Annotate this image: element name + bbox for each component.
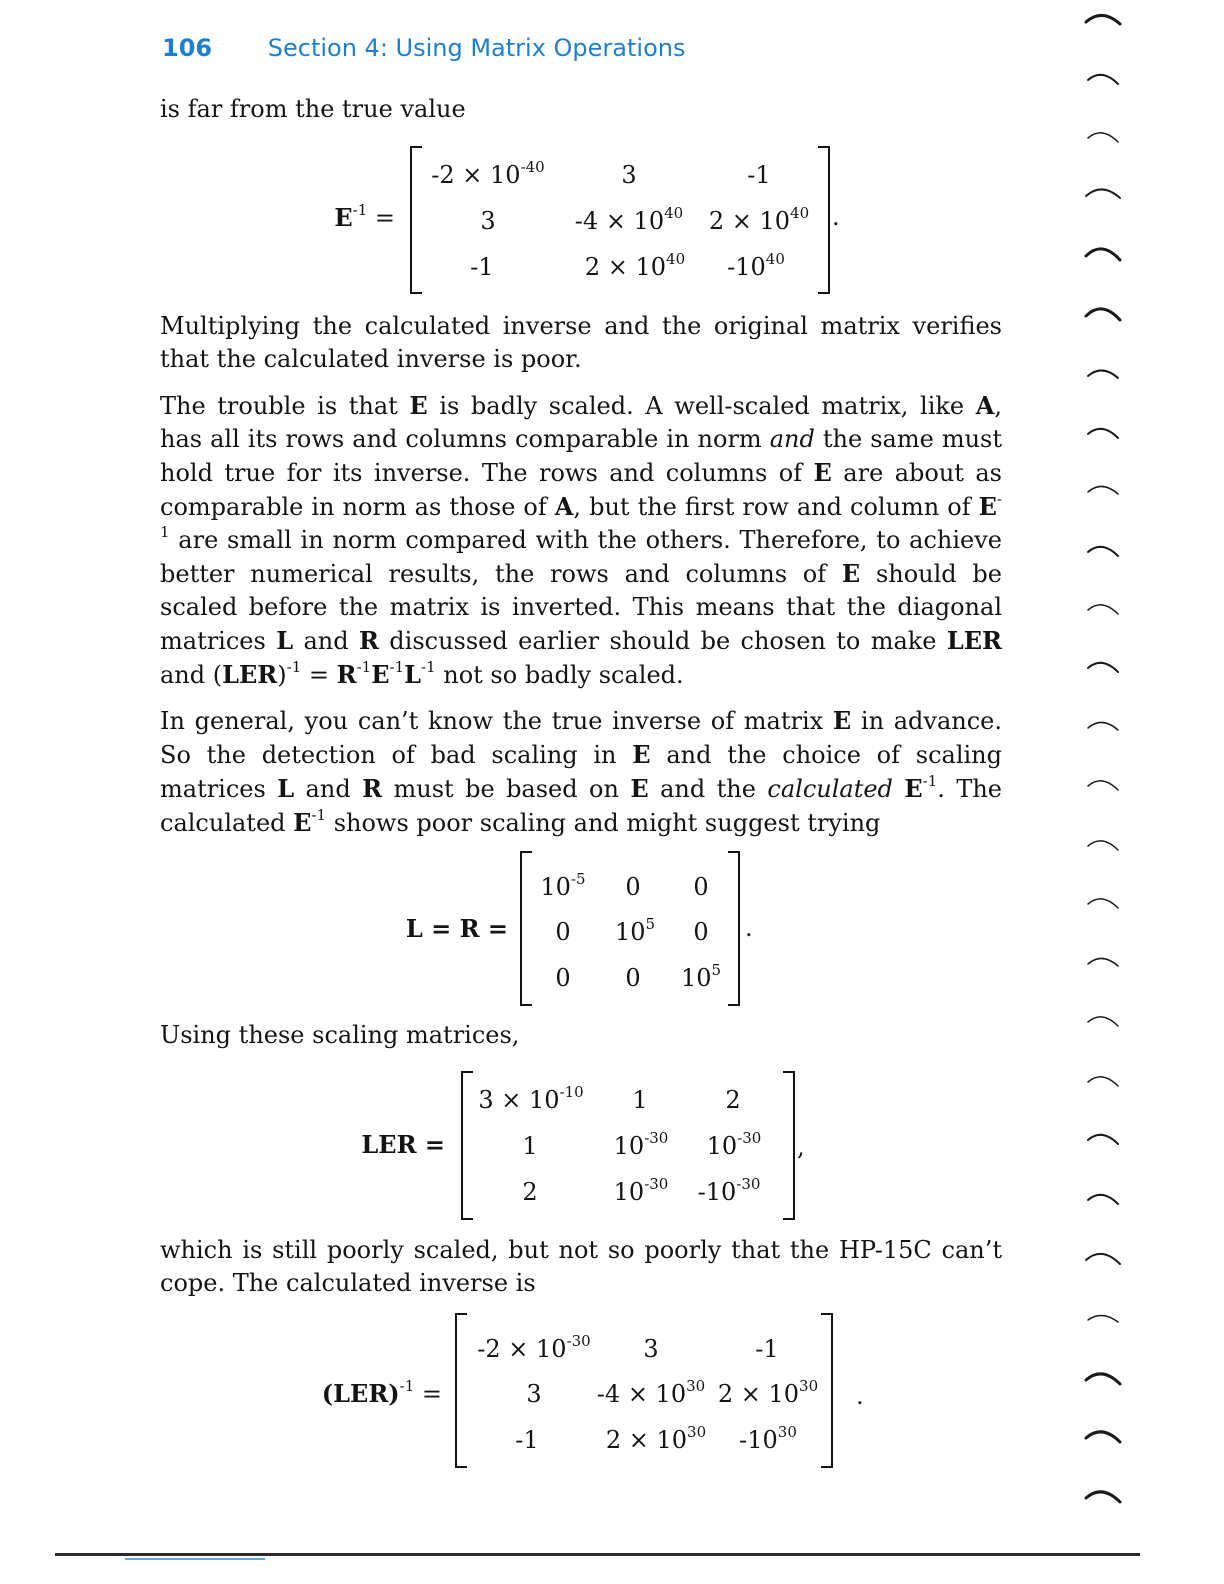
left-bracket: [461, 1071, 473, 1220]
matrix: [520, 851, 740, 1006]
matrix-cell: -1: [515, 1426, 539, 1454]
binding-mark: [1086, 189, 1120, 198]
binding-mark: [1086, 309, 1120, 320]
binding-mark: [1088, 133, 1118, 142]
matrix-cell: $2 \times 10^{30}$: [717, 1377, 819, 1408]
binding-mark: [1088, 486, 1118, 494]
binding-mark: [1088, 1315, 1118, 1322]
matrix-cell: $10^{-30}$: [706, 1129, 762, 1160]
binding-mark: [1088, 1017, 1118, 1026]
matrix-cell: $-10^{30}$: [739, 1423, 797, 1454]
matrix: [455, 1313, 833, 1468]
matrix-cell: $10^{-30}$: [613, 1129, 669, 1160]
binding-mark: [1088, 781, 1118, 790]
spiral-binding-marks: [1080, 0, 1140, 1584]
matrix-cell: 2: [522, 1178, 538, 1206]
intro-text: is far from the true value: [160, 95, 466, 123]
footer-accent-rule: [125, 1558, 265, 1560]
binding-mark: [1088, 429, 1118, 438]
matrix-cell: 0: [555, 918, 571, 946]
matrix-cell: 3: [621, 161, 637, 189]
matrix-cell: 3: [480, 207, 496, 235]
matrix-cell: 0: [693, 873, 709, 901]
equation-label: L = R =: [405, 914, 508, 943]
equation-label: (LER)$^{-1}$ =: [321, 1377, 442, 1408]
paragraph-general: In general, you can’t know the true inverse of matrix E in advance. So the detection of bad scaling in E and the choice of scaling matrices L and R must be based on E and the calculated $E^{-1}$. The calculated $E^{-1}$ shows poor scaling and might suggest trying: [160, 706, 1003, 837]
matrix-cell: -1: [755, 1335, 779, 1363]
equation-label: $E^{-1}$ =: [334, 201, 395, 232]
binding-mark: [1086, 1254, 1120, 1264]
matrix-cell: -1: [747, 161, 771, 189]
binding-mark: [1088, 1135, 1118, 1144]
footer-rule: [55, 1553, 1140, 1556]
matrix-cell: $-4 \times 10^{40}$: [574, 204, 684, 235]
matrix-cell: 0: [625, 873, 641, 901]
binding-mark: [1088, 605, 1118, 614]
binding-mark: [1088, 899, 1118, 908]
binding-mark: [1088, 663, 1118, 672]
matrix-cell: $2 \times 10^{40}$: [708, 204, 810, 235]
matrix-cell: 1: [522, 1132, 538, 1160]
matrix-cell: $2 \times 10^{40}$: [584, 250, 686, 281]
matrix-cell: $-2 \times 10^{-40}$: [431, 158, 545, 189]
binding-mark: [1086, 1432, 1120, 1442]
matrix-cell: $3 \times 10^{-10}$: [478, 1083, 584, 1114]
matrix-cell: $2 \times 10^{30}$: [605, 1423, 707, 1454]
left-bracket: [455, 1313, 467, 1468]
punctuation: .: [856, 1382, 864, 1410]
matrix-cell: 3: [643, 1335, 659, 1363]
matrix-cell: $-10^{-30}$: [697, 1175, 761, 1206]
binding-mark: [1088, 75, 1118, 84]
page-number: 106: [162, 34, 213, 62]
binding-mark: [1088, 1077, 1118, 1086]
binding-mark: [1088, 370, 1118, 378]
right-bracket: [818, 146, 830, 294]
left-bracket: [520, 851, 532, 1006]
matrix: [461, 1071, 795, 1220]
right-bracket: [728, 851, 740, 1006]
punctuation: .: [745, 914, 753, 942]
section-title: Section 4: Using Matrix Operations: [267, 34, 686, 62]
matrix-cell: 3: [526, 1380, 542, 1408]
binding-mark: [1088, 722, 1118, 730]
matrix-cell: 1: [632, 1086, 648, 1114]
binding-mark: [1086, 1374, 1120, 1384]
matrix-cell: 2: [725, 1086, 741, 1114]
matrix: [410, 146, 830, 294]
binding-mark: [1086, 249, 1120, 260]
matrix-cell: $10^5$: [680, 961, 722, 992]
matrix-cell: 0: [625, 964, 641, 992]
binding-mark: [1086, 1492, 1120, 1502]
matrix-cell: $-2 \times 10^{-30}$: [477, 1332, 591, 1363]
punctuation: .: [832, 203, 840, 231]
matrix-cell: $10^5$: [614, 915, 656, 946]
punctuation: ,: [797, 1133, 805, 1161]
matrix-cell: $10^{-5}$: [540, 870, 586, 901]
matrix-cell: -1: [470, 253, 494, 281]
binding-mark: [1088, 841, 1118, 850]
paragraph-using: Using these scaling matrices,: [160, 1021, 520, 1049]
matrix-cell: 0: [555, 964, 571, 992]
matrix-cell: $10^{-30}$: [613, 1175, 669, 1206]
binding-mark: [1088, 958, 1118, 966]
right-bracket: [783, 1071, 795, 1220]
right-bracket: [821, 1313, 833, 1468]
binding-mark: [1088, 1195, 1118, 1204]
paragraph-bad-scaling: The trouble is that E is badly scaled. A well-scaled matrix, like A, has all its rows and columns comparable in norm and the same must hold true for its inverse. The rows and columns of E are about as comparable in norm as those of A, but the first row and column of $E^{-1}$ are small in norm compared with the others. Therefore, to achieve better numerical results, the rows and columns of E should be scaled before the matrix is inverted. This means that the diagonal matrices L and R discussed earlier should be chosen to make LER and $(LER)^{-1} = R^{-1}E^{-1}L^{-1}$ not so badly scaled.: [160, 391, 1003, 689]
matrix-cell: $-4 \times 10^{30}$: [596, 1377, 706, 1408]
binding-mark: [1088, 547, 1118, 556]
equation-label: LER =: [361, 1130, 445, 1159]
paragraph-still-poorly: which is still poorly scaled, but not so poorly that the HP-15C can’t cope. The calculated inverse is: [160, 1236, 1002, 1297]
paragraph-verify: Multiplying the calculated inverse and the original matrix verifies that the calculated inverse is poor.: [160, 312, 1002, 373]
page-header: [162, 34, 685, 62]
matrix-cell: 0: [693, 918, 709, 946]
binding-mark: [1086, 15, 1120, 24]
left-bracket: [410, 146, 422, 294]
matrix-cell: $-10^{40}$: [727, 250, 785, 281]
